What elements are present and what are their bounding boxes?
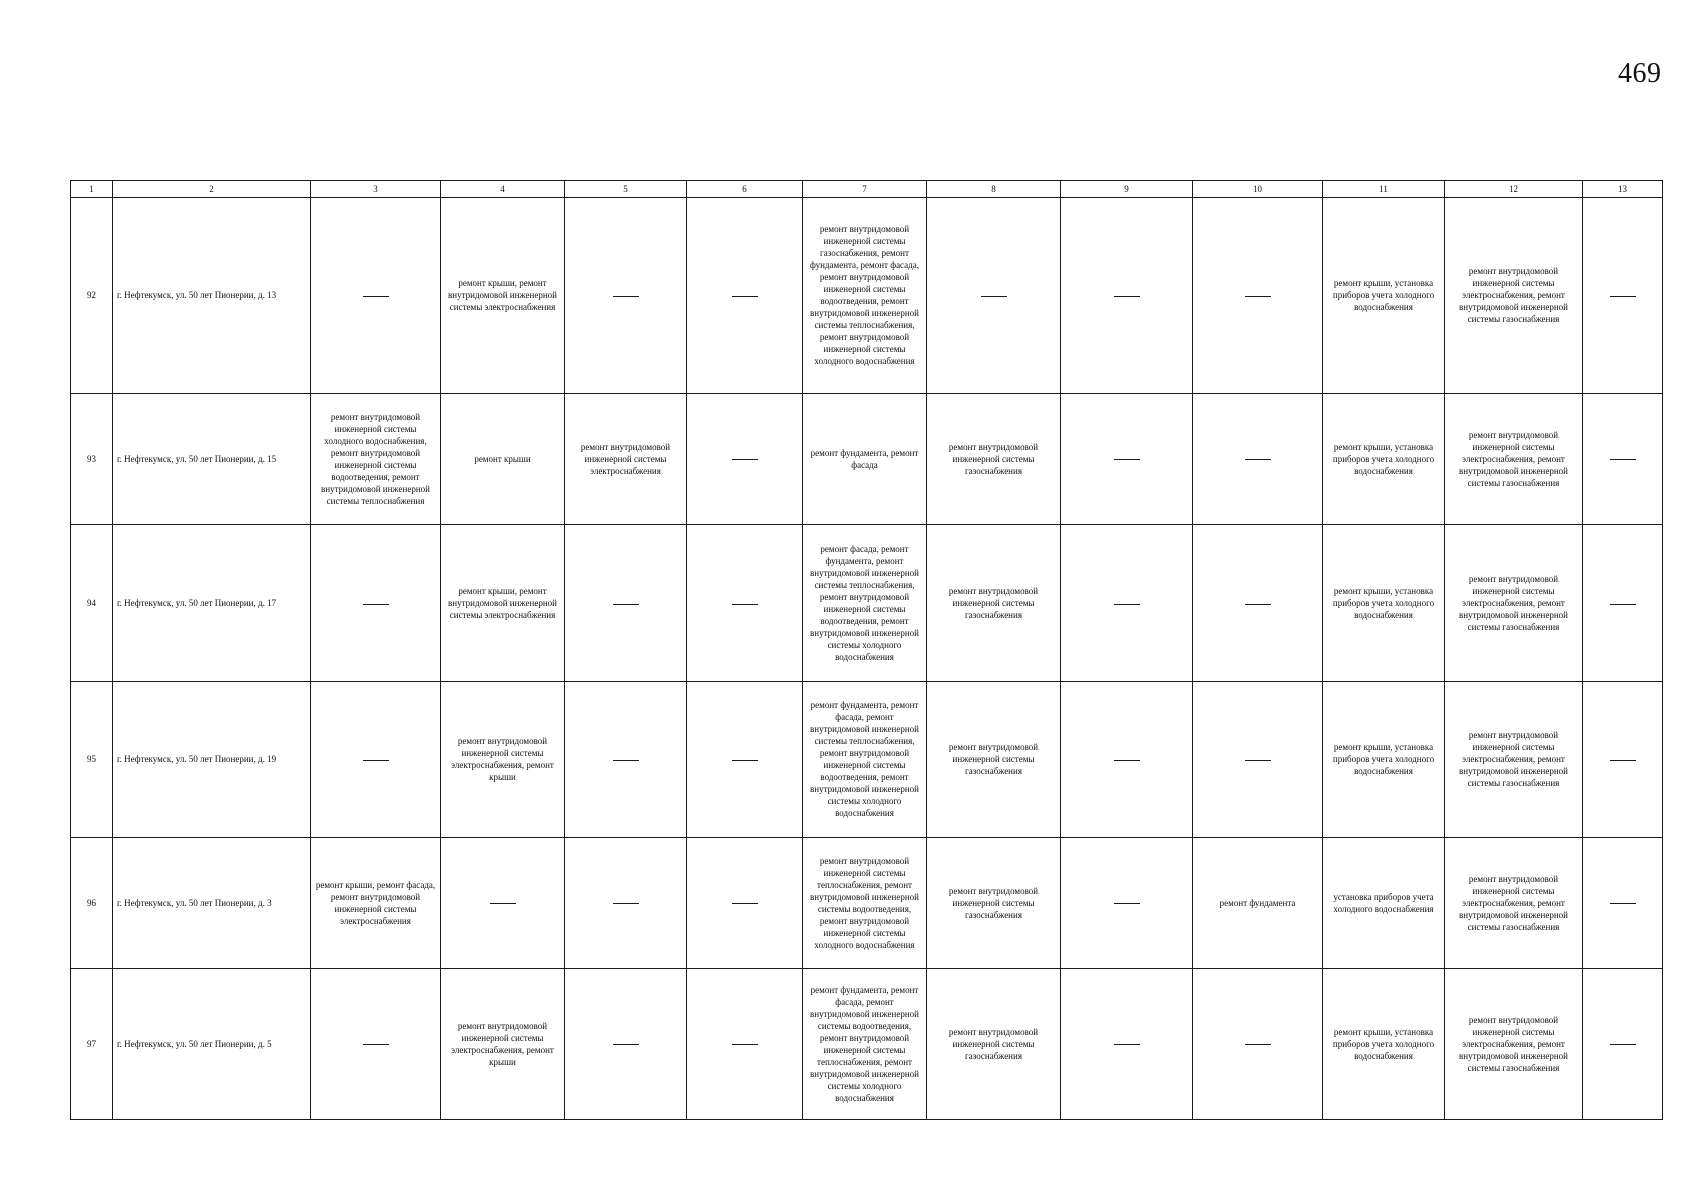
cell-text: установка приборов учета холодного водоснабжения	[1333, 891, 1434, 914]
cell-text: ремонт внутридомовой инженерной системы электроснабжения, ремонт внутридомовой инженерной системы газоснабжения	[1459, 574, 1568, 633]
address-cell	[113, 968, 311, 1119]
col9-cell	[1061, 524, 1193, 681]
cell-text: ремонт крыши, установка приборов учета холодного водоснабжения	[1332, 441, 1435, 476]
cell-text: ремонт внутридомовой инженерной системы теплоснабжения, ремонт внутридомовой инженерной системы водоотведения, ремонт внутридомовой инженерной системы холодного водоснабжения	[810, 855, 919, 950]
empty-dash	[1245, 296, 1271, 297]
cell-text: ремонт крыши, установка приборов учета холодного водоснабжения	[1332, 278, 1435, 313]
cell-text: ремонт внутридомовой инженерной системы газоснабжения, ремонт фундамента, ремонт фасада, ремонт внутридомовой инженерной системы водоотведения, ремонт внутридомовой инженерной системы теплоснабжения, ремонт внутридомовой инженерной системы холодного водоснабжения	[810, 224, 919, 367]
col3-cell	[311, 393, 441, 524]
column-header: 10	[1193, 181, 1323, 198]
table-row	[71, 393, 1663, 524]
col10-cell	[1193, 198, 1323, 394]
cell-text: ремонт крыши, ремонт фасада, ремонт внутридомовой инженерной системы электроснабжения	[315, 879, 436, 926]
table-row	[71, 524, 1663, 681]
empty-dash	[1610, 1044, 1636, 1045]
col11-cell	[1323, 393, 1445, 524]
col8-cell	[927, 524, 1061, 681]
col8-cell	[927, 198, 1061, 394]
cell-text: ремонт внутридомовой инженерной системы газоснабжения	[948, 1026, 1039, 1061]
col10-cell	[1193, 524, 1323, 681]
cell-text: ремонт внутридомовой инженерной системы электроснабжения, ремонт крыши	[451, 1020, 554, 1067]
empty-dash	[1114, 459, 1140, 460]
column-header: 5	[565, 181, 687, 198]
empty-dash	[363, 760, 389, 761]
col7-cell	[803, 393, 927, 524]
col4-cell	[441, 524, 565, 681]
empty-dash	[613, 296, 639, 297]
cell-text: ремонт фундамента, ремонт фасада, ремонт внутридомовой инженерной системы теплоснабжения, ремонт внутридомовой инженерной системы водоотведения, ремонт внутридомовой инженерной системы холодного водоснабжения	[810, 700, 919, 819]
col11-cell	[1323, 837, 1445, 968]
col8-cell	[927, 393, 1061, 524]
cell-text: 95	[87, 754, 96, 765]
column-header: 12	[1445, 181, 1583, 198]
cell-text: 93	[87, 453, 96, 464]
col4-cell	[441, 837, 565, 968]
col6-cell	[687, 393, 803, 524]
cell-text: г. Нефтекумск, ул. 50 лет Пионерии, д. 19	[117, 754, 277, 765]
empty-dash	[1610, 459, 1636, 460]
col5-cell	[565, 682, 687, 837]
row-number-cell	[71, 837, 113, 968]
col7-cell	[803, 968, 927, 1119]
cell-text: ремонт внутридомовой инженерной системы электроснабжения, ремонт внутридомовой инженерной системы газоснабжения	[1459, 1014, 1568, 1073]
empty-dash	[1245, 1044, 1271, 1045]
empty-dash	[1610, 296, 1636, 297]
empty-dash	[1245, 459, 1271, 460]
col9-cell	[1061, 682, 1193, 837]
cell-text: г. Нефтекумск, ул. 50 лет Пионерии, д. 5	[117, 1038, 272, 1049]
col13-cell	[1583, 837, 1663, 968]
empty-dash	[363, 296, 389, 297]
col5-cell	[565, 837, 687, 968]
empty-dash	[613, 604, 639, 605]
col3-cell	[311, 524, 441, 681]
empty-dash	[1114, 296, 1140, 297]
empty-dash	[363, 604, 389, 605]
column-header: 9	[1061, 181, 1193, 198]
cell-text: г. Нефтекумск, ул. 50 лет Пионерии, д. 17	[117, 598, 277, 609]
empty-dash	[732, 459, 758, 460]
col3-cell	[311, 198, 441, 394]
cell-text: ремонт фундамента	[1219, 897, 1296, 908]
row-number-cell	[71, 524, 113, 681]
empty-dash	[1610, 760, 1636, 761]
empty-dash	[1610, 903, 1636, 904]
col10-cell	[1193, 682, 1323, 837]
empty-dash	[1114, 1044, 1140, 1045]
col13-cell	[1583, 524, 1663, 681]
empty-dash	[1114, 604, 1140, 605]
cell-text: ремонт внутридомовой инженерной системы электроснабжения, ремонт внутридомовой инженерной системы газоснабжения	[1459, 873, 1568, 932]
empty-dash	[1245, 604, 1271, 605]
column-header: 2	[113, 181, 311, 198]
col4-cell	[441, 198, 565, 394]
empty-dash	[613, 760, 639, 761]
column-header: 6	[687, 181, 803, 198]
cell-text: г. Нефтекумск, ул. 50 лет Пионерии, д. 3	[117, 897, 272, 908]
register-sheet	[70, 180, 1662, 1120]
col9-cell	[1061, 837, 1193, 968]
cell-text: ремонт внутридомовой инженерной системы электроснабжения, ремонт крыши	[451, 736, 554, 783]
col6-cell	[687, 524, 803, 681]
cell-text: ремонт внутридомовой инженерной системы газоснабжения	[948, 441, 1039, 476]
col11-cell	[1323, 524, 1445, 681]
cell-text: ремонт крыши, ремонт внутридомовой инженерной системы электроснабжения	[448, 586, 557, 621]
row-number-cell	[71, 968, 113, 1119]
column-header: 11	[1323, 181, 1445, 198]
col9-cell	[1061, 393, 1193, 524]
col8-cell	[927, 682, 1061, 837]
col5-cell	[565, 393, 687, 524]
empty-dash	[732, 903, 758, 904]
empty-dash	[1114, 760, 1140, 761]
cell-text: г. Нефтекумск, ул. 50 лет Пионерии, д. 15	[117, 453, 277, 464]
address-cell	[113, 198, 311, 394]
address-cell	[113, 682, 311, 837]
col13-cell	[1583, 198, 1663, 394]
col12-cell	[1445, 682, 1583, 837]
col12-cell	[1445, 393, 1583, 524]
address-cell	[113, 837, 311, 968]
col11-cell	[1323, 968, 1445, 1119]
col8-cell	[927, 837, 1061, 968]
page-number: 469	[1618, 58, 1662, 89]
repair-register-table	[70, 180, 1663, 1120]
cell-text: г. Нефтекумск, ул. 50 лет Пионерии, д. 13	[117, 290, 277, 301]
col9-cell	[1061, 198, 1193, 394]
col13-cell	[1583, 968, 1663, 1119]
table-row	[71, 198, 1663, 394]
cell-text: ремонт внутридомовой инженерной системы электроснабжения	[580, 441, 671, 476]
address-cell	[113, 524, 311, 681]
empty-dash	[363, 1044, 389, 1045]
col5-cell	[565, 524, 687, 681]
col12-cell	[1445, 524, 1583, 681]
column-header: 1	[71, 181, 113, 198]
col8-cell	[927, 968, 1061, 1119]
column-header: 7	[803, 181, 927, 198]
row-number-cell	[71, 393, 113, 524]
empty-dash	[732, 604, 758, 605]
col7-cell	[803, 682, 927, 837]
col4-cell	[441, 968, 565, 1119]
col3-cell	[311, 682, 441, 837]
row-number-cell	[71, 682, 113, 837]
col12-cell	[1445, 968, 1583, 1119]
empty-dash	[981, 296, 1007, 297]
col5-cell	[565, 968, 687, 1119]
col3-cell	[311, 837, 441, 968]
cell-text: ремонт крыши, установка приборов учета холодного водоснабжения	[1332, 742, 1435, 777]
col13-cell	[1583, 682, 1663, 837]
cell-text: ремонт фундамента, ремонт фасада, ремонт внутридомовой инженерной системы водоотведения, ремонт внутридомовой инженерной системы теплоснабжения, ремонт внутридомовой инженерной системы холодного водоснабжения	[810, 984, 919, 1103]
empty-dash	[1610, 604, 1636, 605]
col4-cell	[441, 682, 565, 837]
col7-cell	[803, 198, 927, 394]
empty-dash	[732, 760, 758, 761]
table-body	[71, 181, 1663, 1120]
col6-cell	[687, 198, 803, 394]
col3-cell	[311, 968, 441, 1119]
col7-cell	[803, 837, 927, 968]
cell-text: ремонт внутридомовой инженерной системы электроснабжения, ремонт внутридомовой инженерной системы газоснабжения	[1459, 429, 1568, 488]
cell-text: ремонт внутридомовой инженерной системы газоснабжения	[948, 586, 1039, 621]
table-row	[71, 682, 1663, 837]
col10-cell	[1193, 968, 1323, 1119]
empty-dash	[732, 1044, 758, 1045]
col7-cell	[803, 524, 927, 681]
column-header: 13	[1583, 181, 1663, 198]
cell-text: 94	[87, 598, 96, 609]
col6-cell	[687, 837, 803, 968]
cell-text: ремонт фасада, ремонт фундамента, ремонт внутридомовой инженерной системы теплоснабжения, ремонт внутридомовой инженерной системы водоотведения, ремонт внутридомовой инженерной системы холодного водоснабжения	[810, 544, 919, 663]
cell-text: ремонт внутридомовой инженерной системы газоснабжения	[948, 742, 1039, 777]
col6-cell	[687, 682, 803, 837]
table-row	[71, 837, 1663, 968]
column-header: 4	[441, 181, 565, 198]
empty-dash	[1114, 903, 1140, 904]
empty-dash	[1245, 760, 1271, 761]
table-row	[71, 968, 1663, 1119]
row-number-cell	[71, 198, 113, 394]
col10-cell	[1193, 393, 1323, 524]
cell-text: ремонт крыши, ремонт внутридомовой инженерной системы электроснабжения	[448, 278, 557, 313]
cell-text: ремонт крыши, установка приборов учета холодного водоснабжения	[1332, 586, 1435, 621]
col12-cell	[1445, 198, 1583, 394]
cell-text: ремонт крыши	[474, 453, 531, 464]
col9-cell	[1061, 968, 1193, 1119]
empty-dash	[613, 903, 639, 904]
cell-text: ремонт крыши, установка приборов учета холодного водоснабжения	[1332, 1026, 1435, 1061]
cell-text: ремонт фундамента, ремонт фасада	[810, 447, 919, 470]
column-header: 3	[311, 181, 441, 198]
col6-cell	[687, 968, 803, 1119]
cell-text: 92	[87, 290, 96, 301]
cell-text: 96	[87, 897, 96, 908]
cell-text: 97	[87, 1038, 96, 1049]
column-number-row	[71, 181, 1663, 198]
col13-cell	[1583, 393, 1663, 524]
cell-text: ремонт внутридомовой инженерной системы электроснабжения, ремонт внутридомовой инженерной системы газоснабжения	[1459, 730, 1568, 789]
empty-dash	[613, 1044, 639, 1045]
empty-dash	[490, 903, 516, 904]
empty-dash	[732, 296, 758, 297]
col10-cell	[1193, 837, 1323, 968]
col11-cell	[1323, 198, 1445, 394]
column-header: 8	[927, 181, 1061, 198]
cell-text: ремонт внутридомовой инженерной системы холодного водоснабжения, ремонт внутридомовой инженерной системы водоотведения, ремонт внутридомовой инженерной системы теплоснабжения	[321, 411, 430, 506]
col5-cell	[565, 198, 687, 394]
address-cell	[113, 393, 311, 524]
col12-cell	[1445, 837, 1583, 968]
cell-text: ремонт внутридомовой инженерной системы электроснабжения, ремонт внутридомовой инженерной системы газоснабжения	[1459, 266, 1568, 325]
cell-text: ремонт внутридомовой инженерной системы газоснабжения	[948, 885, 1039, 920]
col11-cell	[1323, 682, 1445, 837]
col4-cell	[441, 393, 565, 524]
